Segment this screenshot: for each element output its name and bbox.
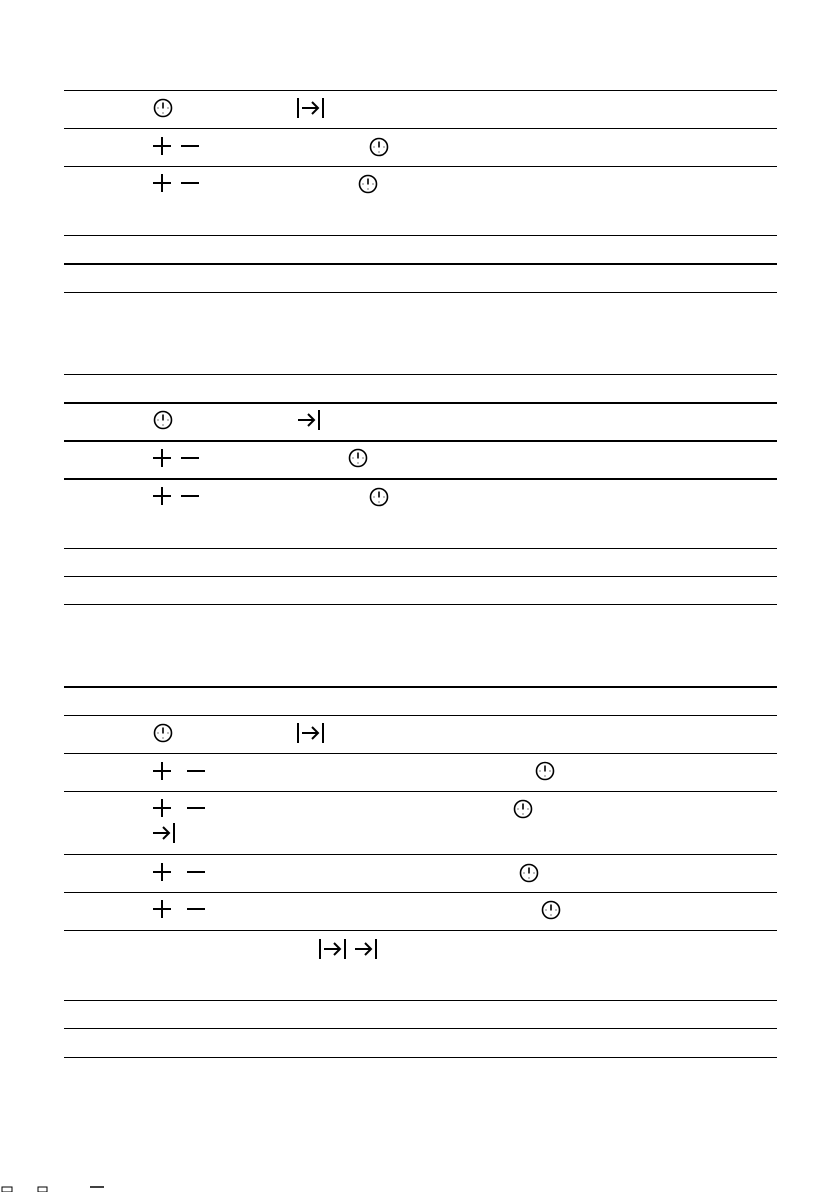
table-rule <box>64 854 777 855</box>
table-rule <box>64 791 777 792</box>
arrow-to-bar-icon <box>354 938 378 960</box>
cropped-text-fragment <box>0 1184 120 1192</box>
arrow-to-bar-with-start-bar-icon <box>296 722 326 744</box>
clock-icon <box>153 723 173 743</box>
table-rule <box>64 478 777 480</box>
clock-icon <box>535 761 555 781</box>
minus-icon <box>180 486 200 506</box>
plus-icon <box>152 136 172 156</box>
table-rule <box>64 930 777 931</box>
table-rule <box>64 128 777 129</box>
minus-icon <box>186 899 206 919</box>
table-rule <box>64 892 777 893</box>
clock-icon <box>348 448 368 468</box>
table-rule <box>64 292 777 293</box>
clock-icon <box>513 799 533 819</box>
table-rule <box>64 1000 777 1001</box>
minus-icon <box>186 761 206 781</box>
minus-icon <box>180 448 200 468</box>
table-rule <box>64 440 777 442</box>
arrow-to-bar-with-start-bar-icon <box>296 97 326 119</box>
clock-icon <box>519 863 539 883</box>
arrow-to-bar-icon <box>152 822 176 844</box>
clock-icon <box>153 410 173 430</box>
clock-icon <box>369 487 389 507</box>
plus-icon <box>152 862 172 882</box>
minus-icon <box>186 798 206 818</box>
clock-icon <box>541 900 561 920</box>
table-rule <box>64 235 777 236</box>
table-rule <box>64 686 777 688</box>
table-rule <box>64 548 777 549</box>
plus-icon <box>152 798 172 818</box>
table-rule <box>64 374 777 375</box>
clock-icon <box>369 137 389 157</box>
clock-icon <box>358 174 378 194</box>
table-rule <box>64 1028 777 1029</box>
plus-icon <box>152 486 172 506</box>
table-rule <box>64 753 777 754</box>
clock-icon <box>153 98 173 118</box>
minus-icon <box>186 862 206 882</box>
plus-icon <box>152 173 172 193</box>
table-rule <box>64 263 777 265</box>
arrow-to-bar-with-start-bar-icon <box>318 938 348 960</box>
plus-icon <box>152 899 172 919</box>
plus-icon <box>152 448 172 468</box>
table-rule <box>64 166 777 167</box>
minus-icon <box>180 173 200 193</box>
table-rule <box>64 576 777 577</box>
table-rule <box>64 402 777 404</box>
table-rule <box>64 715 777 716</box>
arrow-to-bar-icon <box>297 409 321 431</box>
table-rule <box>64 604 777 605</box>
plus-icon <box>152 761 172 781</box>
table-rule <box>64 1057 777 1058</box>
minus-icon <box>180 136 200 156</box>
table-rule <box>64 90 777 91</box>
